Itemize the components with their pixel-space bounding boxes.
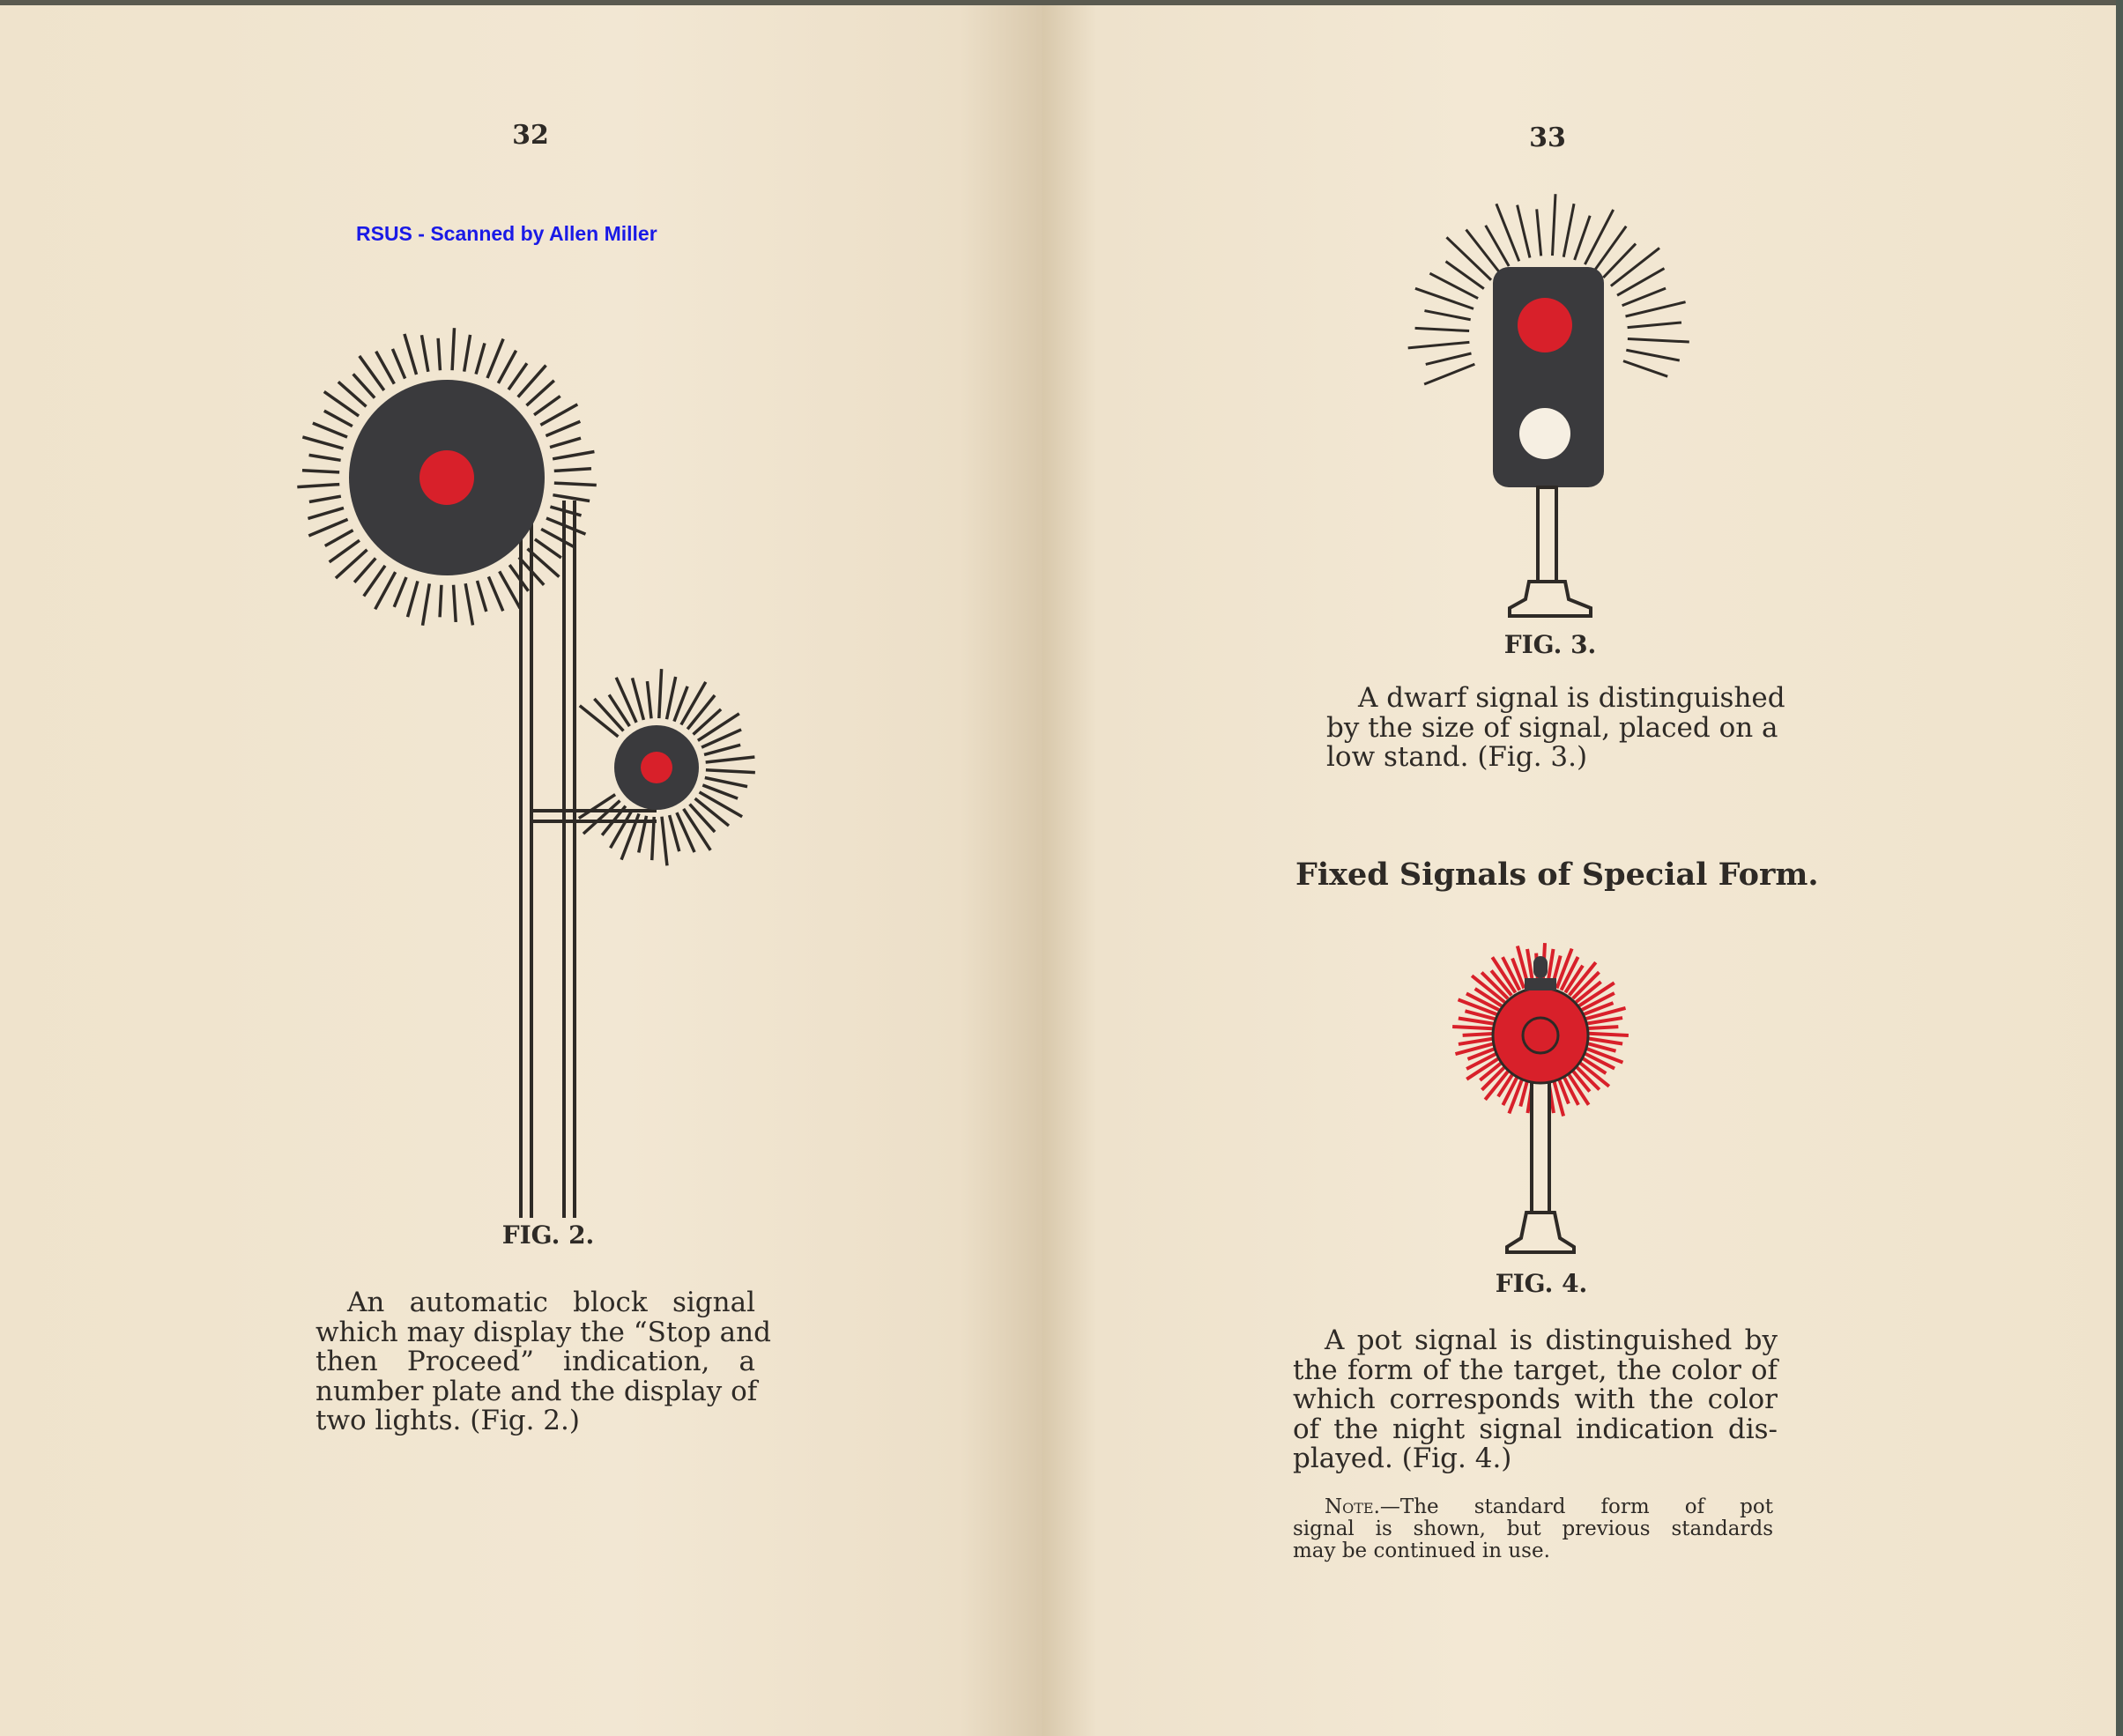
note-line: signal is shown, but previous standards: [1293, 1517, 1773, 1540]
fig2-automatic-block-signal: [297, 328, 755, 1218]
ray: [325, 530, 353, 546]
ray: [681, 682, 706, 725]
ray: [583, 801, 620, 835]
ray: [667, 677, 676, 719]
ray: [313, 423, 347, 437]
ray: [464, 335, 471, 372]
caption-line: which corresponds with the color: [1293, 1384, 1778, 1415]
caption-line: the form of the target, the color of: [1293, 1354, 1778, 1386]
ray: [438, 338, 440, 370]
ray: [509, 565, 528, 591]
signal-mast-ladder: [521, 501, 657, 1218]
caption-line: An automatic block signal: [347, 1287, 755, 1318]
dwarf-red-light: [1518, 298, 1572, 352]
ray: [1563, 204, 1574, 256]
pot-lamp-knob: [1533, 956, 1548, 978]
ray: [535, 539, 561, 558]
ray: [508, 363, 527, 389]
ray: [309, 455, 341, 460]
ray: [1537, 209, 1541, 256]
fig2-caption: [315, 1287, 771, 1436]
fig3-label: FIG. 3.: [1503, 630, 1597, 659]
ray: [1446, 237, 1491, 279]
ray: [454, 585, 457, 622]
ray: [647, 681, 651, 718]
ray: [546, 421, 580, 435]
note: [1293, 1496, 1773, 1562]
note-label: Note.: [1325, 1495, 1380, 1518]
dwarf-stand-post: [1538, 487, 1556, 582]
ray: [695, 798, 729, 826]
ray: [465, 583, 472, 625]
ray: [452, 328, 454, 370]
ray: [1628, 323, 1681, 328]
pot-lamp-body: [1493, 988, 1588, 1083]
ray: [1518, 205, 1530, 258]
ray: [554, 483, 597, 485]
ray: [579, 795, 615, 819]
ray: [405, 334, 417, 375]
caption-line: by the size of signal, placed on a: [1326, 711, 1778, 744]
ray: [394, 577, 406, 607]
fig2-label: FIG. 2.: [501, 1220, 595, 1250]
ray: [1466, 230, 1500, 273]
ray: [1424, 364, 1474, 384]
ray: [302, 437, 343, 449]
ray: [1586, 1034, 1629, 1035]
ray: [690, 805, 716, 833]
fig4-pot-signal: [1452, 943, 1629, 1252]
section-heading: Fixed Signals of Special Form.: [1295, 857, 1819, 893]
caption-line: A dwarf signal is distinguished: [1358, 682, 1785, 714]
ray: [706, 770, 755, 773]
ray: [554, 469, 591, 471]
ray: [1626, 302, 1686, 316]
ray: [407, 581, 417, 617]
ray: [308, 508, 344, 518]
pot-signal-base: [1507, 1213, 1574, 1252]
ray: [1622, 288, 1666, 306]
ray: [700, 792, 743, 817]
ray: [354, 558, 375, 582]
ray: [440, 585, 442, 617]
ray: [1626, 350, 1679, 360]
ray: [553, 495, 590, 501]
ray: [1552, 194, 1555, 256]
note-line: may be continued in use.: [1293, 1539, 1550, 1562]
ray: [309, 496, 341, 501]
ray: [308, 519, 347, 536]
ray: [422, 335, 428, 372]
caption-line: which may display the “Stop and: [315, 1316, 771, 1348]
dwarf-stand-base: [1510, 582, 1591, 616]
ray: [376, 352, 395, 384]
dwarf-white-light: [1519, 408, 1570, 459]
ray: [550, 438, 581, 447]
pot-signal-post: [1532, 1082, 1549, 1213]
ray: [694, 709, 722, 735]
ray: [302, 471, 339, 472]
ray: [392, 349, 405, 379]
ray: [297, 485, 339, 487]
ray: [594, 699, 623, 731]
fig4-label: FIG. 4.: [1495, 1269, 1588, 1298]
caption-line: number plate and the display of: [315, 1375, 758, 1407]
ray: [488, 576, 502, 611]
ray: [1415, 328, 1470, 330]
upper-red-light: [419, 450, 474, 505]
fig4-caption: [1293, 1326, 1778, 1474]
caption-line: A pot signal is distinguished by: [1325, 1324, 1778, 1356]
ray: [704, 745, 740, 754]
ray: [705, 778, 747, 787]
ray: [1623, 361, 1667, 377]
caption-line: low stand. (Fig. 3.): [1326, 741, 1588, 773]
pot-lamp-cap: [1525, 978, 1556, 990]
page-number-right: 33: [1529, 122, 1566, 153]
ray: [662, 817, 667, 866]
ray: [698, 714, 739, 741]
caption-line: then Proceed” indication, a: [315, 1346, 755, 1377]
ray: [546, 518, 585, 534]
ray: [1452, 1027, 1495, 1028]
ray: [534, 397, 560, 415]
note-line: —The standard form of pot: [1379, 1495, 1773, 1518]
ray: [1628, 338, 1689, 341]
ray: [1586, 1027, 1618, 1028]
ray: [652, 817, 654, 860]
ray: [1408, 342, 1470, 347]
ray: [1426, 353, 1472, 364]
ray: [1603, 244, 1636, 278]
ray: [541, 529, 574, 546]
caption-line: two lights. (Fig. 2.): [315, 1405, 580, 1436]
ray: [1594, 226, 1626, 271]
ray: [423, 583, 430, 625]
ray: [353, 374, 375, 397]
ray: [476, 343, 485, 374]
fig3-dwarf-signal: [1408, 194, 1689, 616]
ray: [670, 815, 679, 851]
ray: [1575, 216, 1591, 260]
ray: [687, 695, 715, 729]
ray: [1611, 248, 1659, 286]
ray: [1424, 311, 1470, 320]
ray: [706, 757, 755, 762]
ray: [324, 411, 353, 426]
caption-line: of the night signal indication dis-: [1293, 1413, 1778, 1445]
scanner-watermark: RSUS - Scanned by Allen Miller: [356, 222, 657, 245]
ray: [684, 809, 711, 850]
caption-line: played. (Fig. 4.): [1293, 1443, 1512, 1474]
ray: [1463, 1034, 1495, 1035]
ray: [659, 669, 662, 718]
fig3-caption: [1326, 682, 1785, 773]
page-number-left: 32: [512, 120, 549, 151]
ray: [498, 351, 516, 383]
lower-red-light: [641, 752, 672, 783]
ray: [580, 706, 619, 737]
ray: [553, 452, 594, 459]
ray: [477, 581, 486, 612]
ray: [1429, 273, 1478, 298]
ray: [487, 339, 503, 378]
